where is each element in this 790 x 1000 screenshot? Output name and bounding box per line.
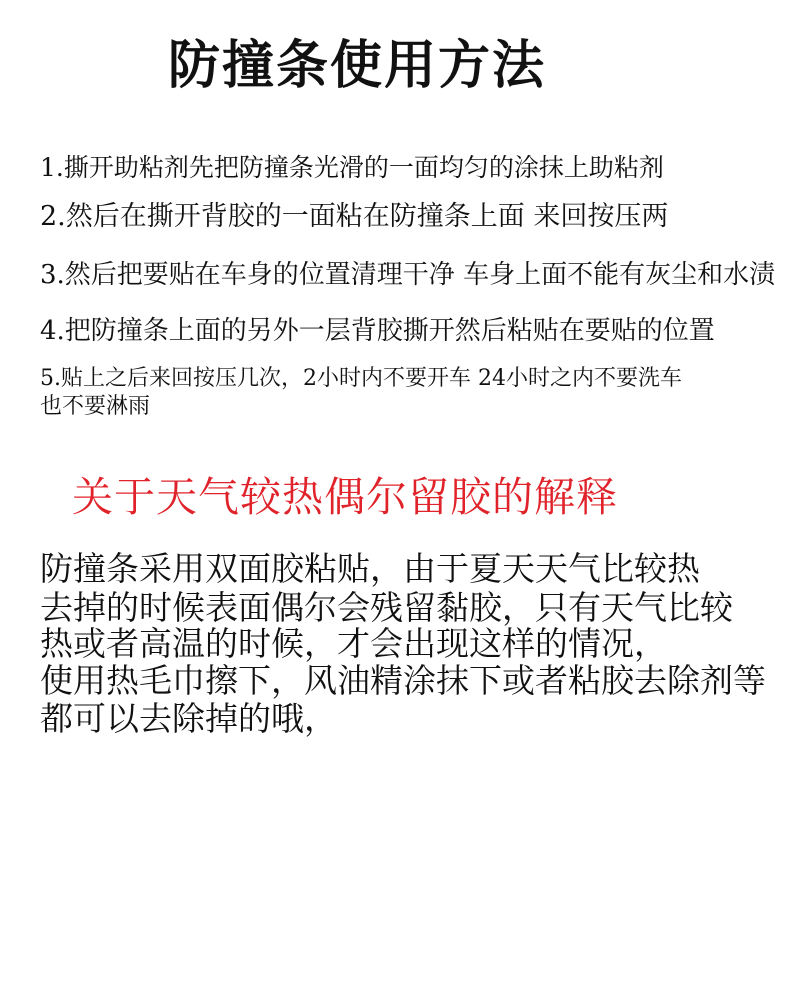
note-line-5: 都可以去除掉的哦， xyxy=(40,699,337,738)
note-line-2: 去掉的时候表面偶尔会残留黏胶，只有天气比较 xyxy=(40,588,733,627)
step-4: 4.把防撞条上面的另外一层背胶撕开然后粘贴在要贴的位置 xyxy=(40,316,715,346)
note-heading: 关于天气较热偶尔留胶的解释 xyxy=(72,473,618,521)
page-title: 防撞条使用方法 xyxy=(168,35,547,96)
step-5-continued: 也不要淋雨 xyxy=(40,394,151,419)
step-3: 3.然后把要贴在车身的位置清理干净 车身上面不能有灰尘和水渍 xyxy=(40,260,776,290)
step-1: 1.撕开助粘剂先把防撞条光滑的一面均匀的涂抹上助粘剂 xyxy=(40,153,664,182)
note-line-3: 热或者高温的时候，才会出现这样的情况， xyxy=(40,624,667,663)
note-line-1: 防撞条采用双面胶粘贴，由于夏天天气比较热 xyxy=(40,549,700,588)
note-line-4: 使用热毛巾擦下，风油精涂抹下或者粘胶去除剂等 xyxy=(40,661,766,700)
step-2: 2.然后在撕开背胶的一面粘在防撞条上面 来回按压两 xyxy=(40,201,669,232)
step-5: 5.贴上之后来回按压几次，2小时内不要开车 24小时之内不要洗车 xyxy=(40,366,682,391)
